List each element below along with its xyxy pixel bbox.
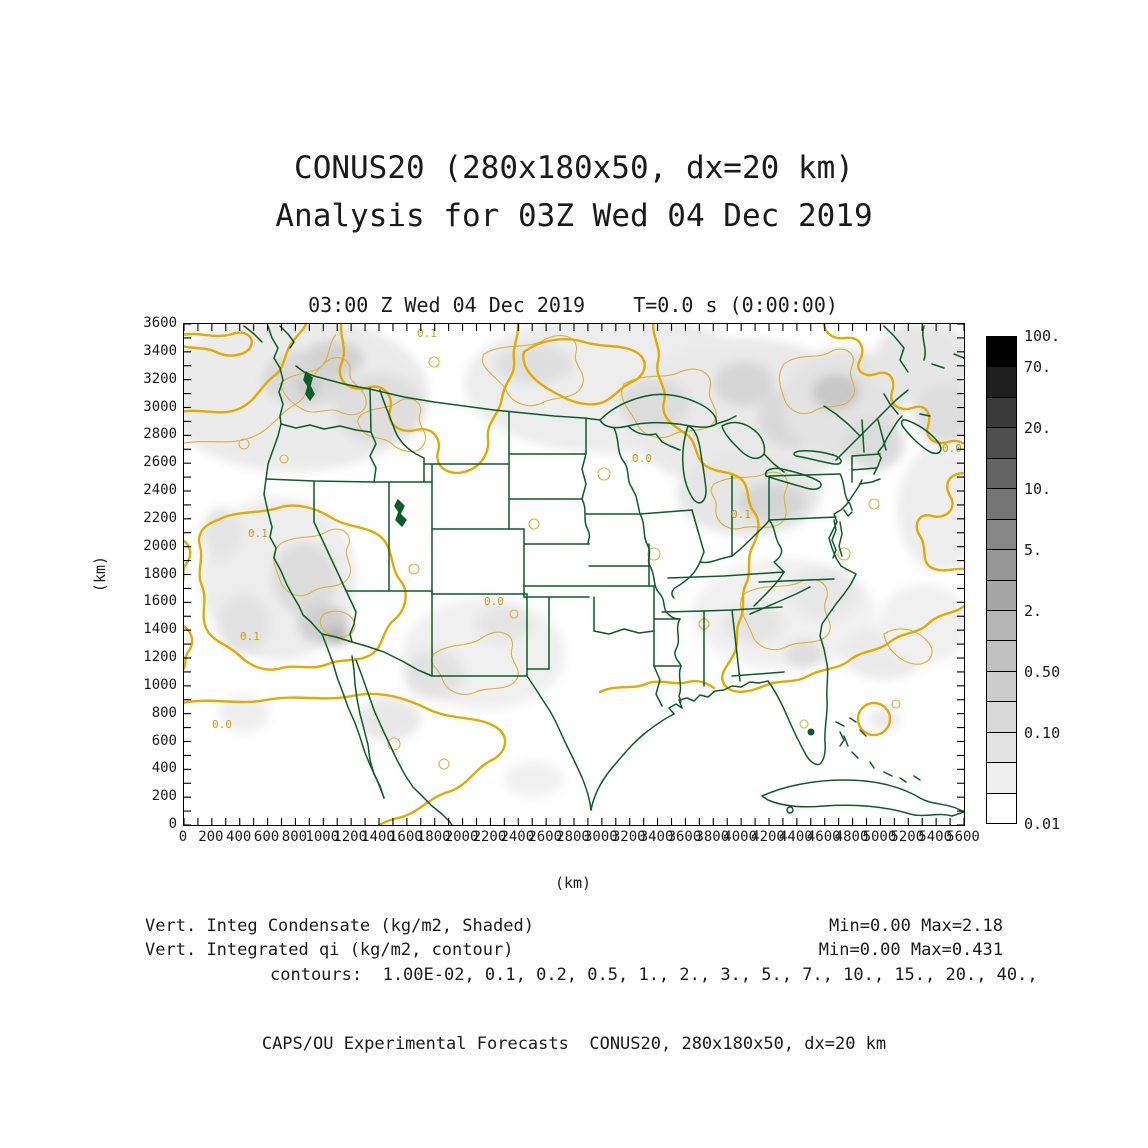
- x-tick-label: 5200: [890, 829, 925, 845]
- colorbar-cell: [986, 701, 1017, 732]
- x-tick-label: 400: [226, 829, 252, 845]
- y-tick-label: 1200: [143, 649, 177, 665]
- x-tick-label: 4800: [834, 829, 869, 845]
- x-tick-label: 5000: [862, 829, 897, 845]
- x-tick-label: 1200: [333, 829, 367, 845]
- figure-title-line2: Analysis for 03Z Wed 04 Dec 2019: [275, 198, 873, 234]
- x-tick-label: 3000: [583, 829, 618, 845]
- x-tick-label: 5400: [918, 829, 952, 845]
- x-tick-label: 3200: [611, 829, 646, 845]
- x-tick-label: 2400: [500, 829, 535, 845]
- x-tick-label: 4600: [806, 829, 841, 845]
- y-tick-label: 200: [151, 788, 177, 805]
- y-tick-label: 2800: [143, 426, 177, 443]
- colorbar-cell: [986, 458, 1017, 489]
- colorbar-label: 2.: [1024, 601, 1043, 620]
- y-tick-label: 2400: [143, 482, 177, 498]
- y-tick-label: 3600: [143, 315, 177, 331]
- colorbar-cell: [986, 580, 1017, 611]
- contour-field-caption: Vert. Integrated qi (kg/m2, contour): [145, 940, 514, 960]
- colorbar-cell: [986, 397, 1017, 428]
- x-tick-label: 600: [253, 829, 280, 845]
- colorbar-label: 0.10: [1024, 723, 1061, 742]
- conus-map: [184, 324, 964, 825]
- x-tick-label: 3600: [667, 829, 702, 845]
- x-tick-label: 2200: [472, 829, 507, 845]
- x-tick-label: 3400: [639, 829, 674, 845]
- y-tick-label: 3400: [143, 342, 177, 359]
- x-tick-label: 2000: [444, 829, 479, 845]
- colorbar-label: 5.: [1024, 540, 1043, 559]
- colorbar-cell: [986, 488, 1017, 519]
- colorbar-cell: [986, 640, 1017, 671]
- contour-field-minmax: Min=0.00 Max=0.431: [818, 940, 1003, 960]
- colorbar-cell: [986, 519, 1017, 550]
- x-tick-label: 1000: [305, 829, 340, 845]
- contour-label: 0.1: [240, 630, 260, 643]
- contour-label: 0.0: [484, 595, 504, 608]
- colorbar-cell: [986, 732, 1017, 763]
- colorbar-cell: [986, 762, 1017, 793]
- colorbar-cell: [986, 549, 1017, 580]
- y-tick-label: 0: [168, 816, 177, 832]
- colorbar-cell: [986, 610, 1017, 641]
- colorbar-cell: [986, 671, 1017, 702]
- contour-label: 0.0: [632, 452, 652, 465]
- shaded-field-minmax: Min=0.00 Max=2.18: [829, 916, 1003, 936]
- x-tick-label: 2800: [556, 829, 590, 845]
- contour-label: 0.1: [417, 327, 437, 340]
- contour-label: 0.0: [212, 718, 232, 731]
- y-tick-label: 400: [151, 760, 177, 777]
- y-tick-label: 2600: [143, 454, 177, 471]
- y-tick-label: 800: [151, 704, 177, 721]
- x-tick-label: 1800: [416, 829, 451, 845]
- y-tick-label: 1800: [143, 565, 177, 582]
- y-axis-label: (km): [91, 555, 109, 593]
- x-tick-label: 0: [178, 829, 188, 845]
- y-tick-label: 1000: [143, 676, 177, 693]
- x-axis-label: (km): [554, 874, 592, 892]
- plot-title: 03:00 Z Wed 04 Dec 2019 T=0.0 s (0:00:00): [308, 293, 838, 317]
- colorbar-label: 70.: [1024, 357, 1052, 376]
- shaded-condensate-field: [184, 324, 964, 797]
- y-tick-label: 3200: [143, 370, 177, 387]
- contour-label: 0.1: [731, 508, 751, 521]
- shaded-field-caption: Vert. Integ Condensate (kg/m2, Shaded): [145, 916, 534, 936]
- colorbar-label: 20.: [1024, 418, 1052, 437]
- colorbar-label: 0.50: [1024, 662, 1061, 681]
- footer-credit: CAPS/OU Experimental Forecasts CONUS20, 280x180x50, dx=20 km: [261, 1034, 887, 1054]
- x-tick-label: 1400: [361, 829, 395, 845]
- x-tick-label: 800: [281, 829, 308, 845]
- contour-label: 0.1: [248, 527, 268, 540]
- colorbar-label: 10.: [1024, 479, 1052, 498]
- x-tick-label: 4200: [751, 829, 785, 845]
- x-tick-label: 5600: [946, 829, 980, 845]
- colorbar-cell: [986, 366, 1017, 397]
- colorbar-cell: [986, 427, 1017, 458]
- x-tick-label: 1600: [388, 829, 423, 845]
- colorbar-label: 100.: [1024, 327, 1061, 345]
- y-tick-label: 1600: [143, 593, 177, 610]
- figure-title-line1: CONUS20 (280x180x50, dx=20 km): [294, 150, 854, 186]
- colorbar: [986, 336, 1017, 824]
- y-tick-label: 3000: [143, 398, 177, 415]
- x-tick-label: 3800: [695, 829, 730, 845]
- colorbar-cell: [986, 336, 1017, 367]
- colorbar-label: 0.01: [1024, 815, 1061, 833]
- x-tick-label: 2600: [528, 829, 562, 845]
- contour-label: 0.0: [942, 442, 962, 455]
- y-tick-label: 2200: [143, 509, 177, 526]
- y-tick-label: 1400: [143, 621, 177, 638]
- contour-levels-caption: contours: 1.00E-02, 0.1, 0.2, 0.5, 1., 2., 3., 5., 7., 10., 15., 20., 40.,: [270, 965, 1038, 985]
- colorbar-cell: [986, 793, 1017, 824]
- y-tick-label: 2000: [143, 537, 177, 554]
- x-tick-label: 4000: [723, 829, 757, 845]
- y-tick-label: 600: [151, 732, 177, 749]
- x-tick-label: 200: [198, 829, 224, 845]
- x-tick-label: 4400: [778, 829, 813, 845]
- plot-frame: [183, 323, 965, 826]
